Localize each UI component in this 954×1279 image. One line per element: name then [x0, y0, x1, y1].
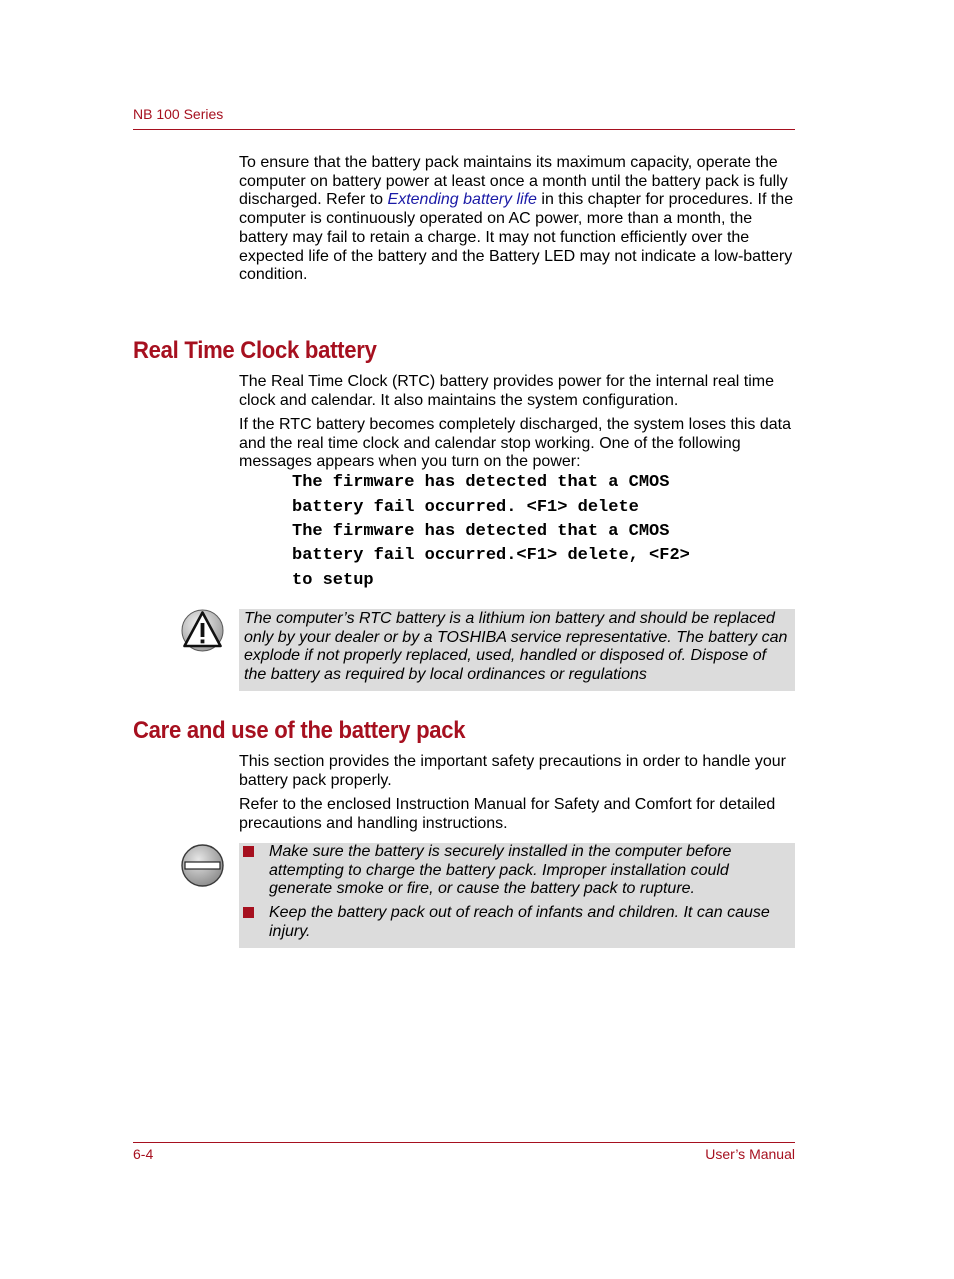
- care-paragraph-2: [239, 796, 795, 833]
- cmos-message-line: battery fail occurred.<F1> delete, <F2>: [292, 546, 690, 565]
- warning-triangle-icon: [181, 609, 224, 652]
- care-heading: Care and use of the battery pack: [133, 717, 466, 744]
- rtc-warning-text: The computer’s RTC battery is a lithium ion battery and should be replaced only by your dealer or by a TOSHIBA service representative. The battery can explode if not properly replaced, used, handled or disposed of. Dispose of the battery as required by local ordinances or regulations: [244, 610, 788, 684]
- footer-rule: [133, 1142, 795, 1143]
- extending-battery-life-link[interactable]: Extending battery life: [387, 191, 537, 209]
- rtc-p1-text: The Real Time Clock (RTC) battery provides power for the internal real time clock and calendar. It also maintains the system configuration.: [239, 373, 775, 409]
- rtc-heading: Real Time Clock battery: [133, 337, 377, 364]
- page-number: 6-4: [133, 1146, 154, 1162]
- cmos-message-line: The firmware has detected that a CMOS: [292, 522, 670, 541]
- care-p1-text: This section provides the important safety precautions in order to handle your battery pack properly.: [239, 753, 786, 789]
- care-paragraph-1: [239, 753, 795, 790]
- intro-text-end: in this chapter for procedures. If the computer is continuously operated on AC power, more than a month, the battery may fail to retain a charge. It may not function efficiently over the expected life of the battery and the Battery LED may not indicate a low-battery condition.: [239, 191, 794, 284]
- rtc-warning-note: [239, 609, 795, 691]
- intro-paragraph: [239, 154, 795, 285]
- cmos-message-line: to setup: [292, 571, 374, 590]
- cmos-message-line: battery fail occurred. <F1> delete: [292, 498, 639, 517]
- manual-title: User’s Manual: [705, 1146, 795, 1162]
- rtc-p2-text: If the RTC battery becomes completely discharged, the system loses this data and the real time clock and calendar stop working. One of the following messages appears when you turn on the power:: [239, 416, 791, 471]
- rtc-paragraph-1: [239, 373, 795, 410]
- precaution-item: Keep the battery pack out of reach of infants and children. It can cause injury.: [269, 904, 789, 941]
- precaution-item: Make sure the battery is securely installed in the computer before attempting to charge the battery pack. Improper installation could generate smoke or fire, or cause the battery pack to rupture.: [269, 843, 789, 899]
- rtc-paragraph-2: [239, 416, 795, 472]
- header-rule: [133, 129, 795, 130]
- bullet-square-icon: [243, 907, 254, 918]
- care-precautions-note: [239, 843, 795, 948]
- running-header: NB 100 Series: [133, 106, 224, 122]
- intro-text-start: To ensure that the battery pack maintains its maximum capacity, operate the computer on battery power at least once a month until the battery pack is fully discharged. Refer to: [239, 154, 788, 209]
- bullet-square-icon: [243, 846, 254, 857]
- cmos-message-line: The firmware has detected that a CMOS: [292, 473, 670, 492]
- prohibition-icon: [181, 844, 224, 887]
- care-p2-text: Refer to the enclosed Instruction Manual for Safety and Comfort for detailed precautions and handling instructions.: [239, 796, 776, 832]
